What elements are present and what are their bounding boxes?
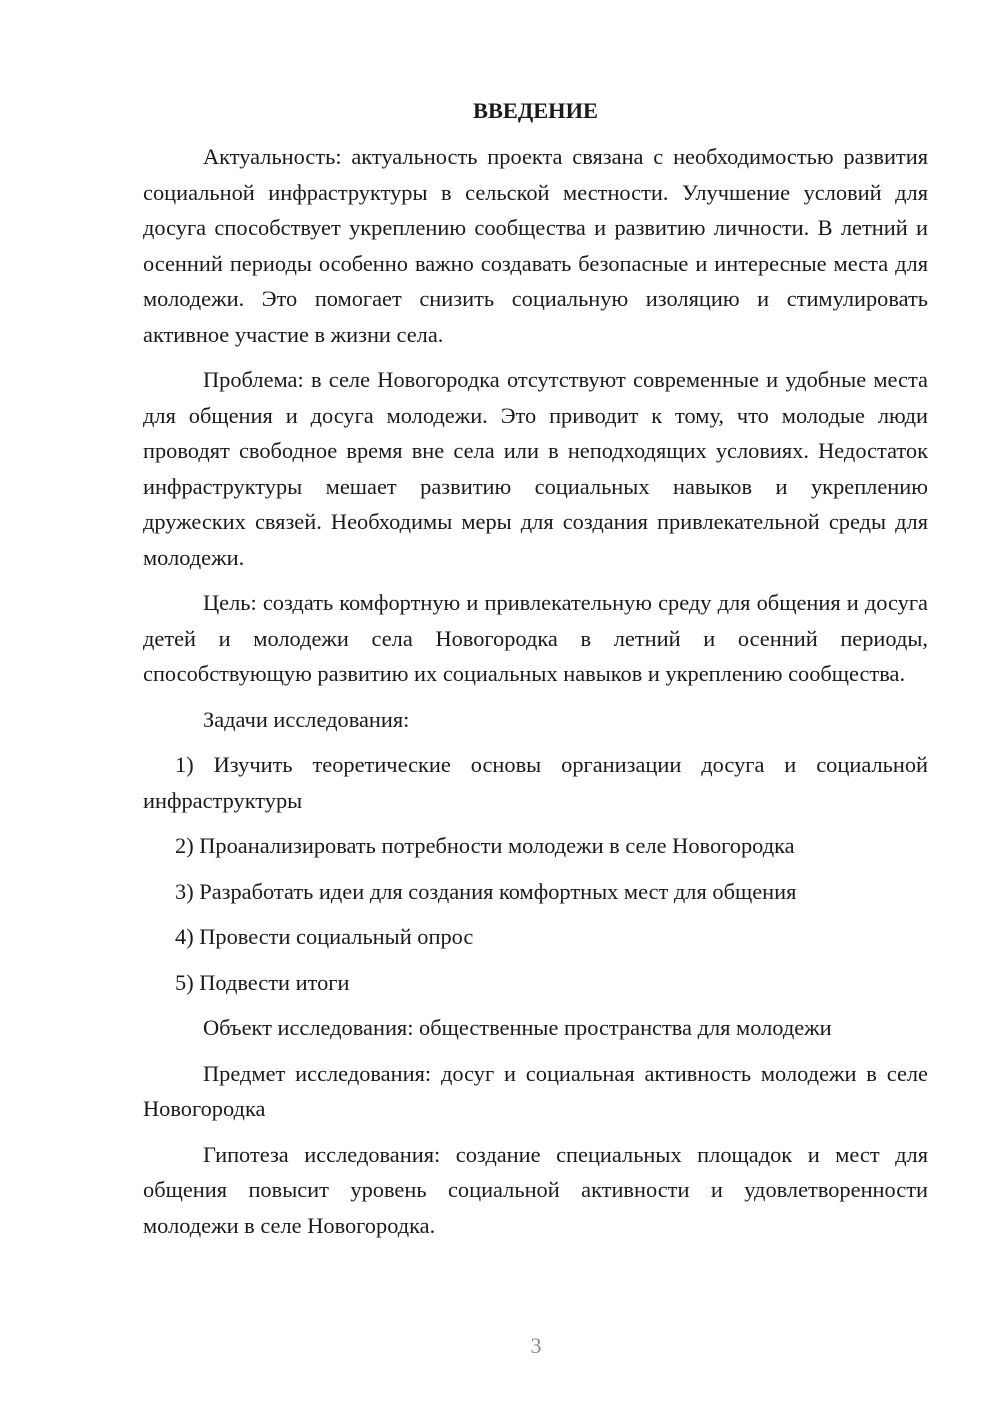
object-paragraph: Объект исследования: общественные пространства для молодежи (203, 1015, 832, 1040)
task-item: 2) Проанализировать потребности молодежи в селе Новогородка (175, 833, 795, 858)
goal-paragraph: Цель: создать комфортную и привлекательную среду для общения и досуга детей и молодежи села Новогородка в летний и осенний периоды, способствующую развитию их социальных навыков и укреплению сообщества. (143, 590, 928, 686)
problem-paragraph: Проблема: в селе Новогородка отсутствуют современные и удобные места для общения и досуга молодежи. Это приводит к тому, что молодые люди проводят свободное время вне села или в неподходящих условиях. Недостаток инфраструктуры мешает развитию социальных навыков и укреплению дружеских связей. Необходимы меры для создания привлекательной среды для молодежи. (143, 367, 928, 570)
task-item: 1) Изучить теоретические основы организации досуга и социальной инфраструктуры (143, 752, 928, 813)
task-item: 4) Провести социальный опрос (175, 924, 474, 949)
section-title: ВВЕДЕНИЕ (473, 98, 598, 123)
task-item: 5) Подвести итоги (175, 969, 350, 995)
hypothesis-paragraph: Гипотеза исследования: создание специальных площадок и мест для общения повысит уровень социальной активности и удовлетворенности молодежи в селе Новогородка. (143, 1141, 928, 1238)
tasks-heading: Задачи исследования: (203, 706, 410, 732)
subject-paragraph: Предмет исследования: досуг и социальная активность молодежи в селе Новогородка (143, 1060, 928, 1121)
page-number: 3 (530, 1333, 542, 1358)
page-content (143, 96, 928, 1253)
relevance-paragraph: Актуальность: актуальность проекта связана с необходимостью развития социальной инфраструктуры в сельской местности. Улучшение условий для досуга способствует укреплению сообщества и развитию личности. В летний и осенний периоды особенно важно создавать безопасные и интересные места для молодежи. Это помогает снизить социальную изоляцию и стимулировать активное участие в жизни села. (143, 144, 928, 347)
task-item: 3) Разработать идеи для создания комфортных мест для общения (175, 878, 797, 904)
